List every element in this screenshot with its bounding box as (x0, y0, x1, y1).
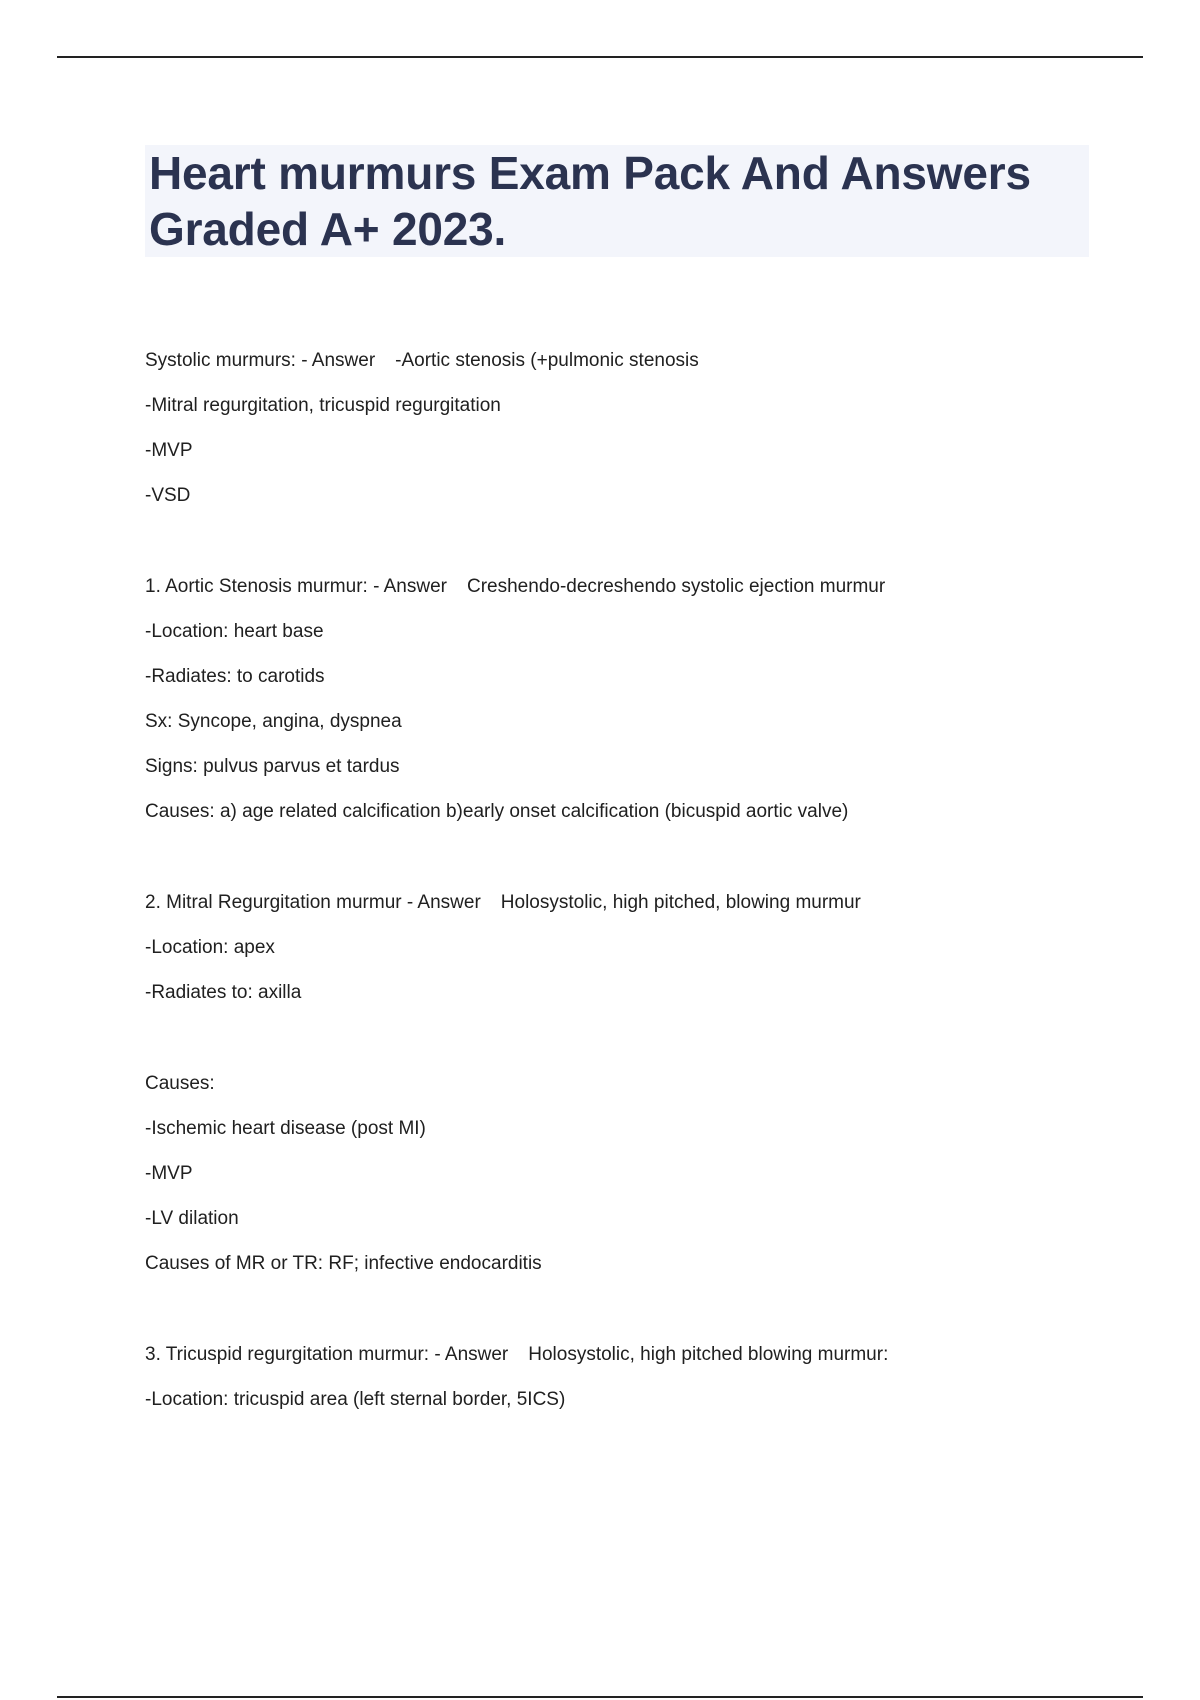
list-item: -Mitral regurgitation, tricuspid regurgitation (145, 395, 501, 416)
document-title (149, 145, 1085, 257)
section-gap (145, 1023, 1105, 1069)
question-text: Systolic murmurs: - Answer (145, 350, 376, 371)
document-body (145, 346, 1105, 1430)
qa-systolic-question-line (145, 346, 1105, 391)
list-item: Causes: a) age related calcification b)early onset calcification (bicuspid aortic valve) (145, 801, 849, 822)
header-rule (57, 56, 1143, 58)
list-item: Causes of MR or TR: RF; infective endocarditis (145, 1253, 542, 1274)
answer-text: Creshendo-decreshendo systolic ejection murmur (467, 576, 886, 597)
answer-text: Holosystolic, high pitched blowing murmur: (528, 1344, 889, 1365)
list-item: -LV dilation (145, 1208, 239, 1229)
section-gap (145, 526, 1105, 572)
qa-tricuspid-question-line (145, 1340, 1105, 1385)
question-text: 1. Aortic Stenosis murmur: - Answer (145, 576, 447, 597)
list-item: -VSD (145, 485, 191, 506)
title-block (145, 145, 1089, 257)
list-item: Sx: Syncope, angina, dyspnea (145, 711, 402, 732)
answer-text: Holosystolic, high pitched, blowing murmur (500, 892, 861, 913)
title-line-1: Heart murmurs Exam Pack And Answers (149, 147, 1031, 199)
title-line-2: Graded A+ 2023. (149, 203, 507, 255)
list-item: Causes: (145, 1073, 215, 1094)
list-item: -Ischemic heart disease (post MI) (145, 1118, 426, 1139)
list-item: -MVP (145, 1163, 193, 1184)
question-text: 3. Tricuspid regurgitation murmur: - Answer (145, 1344, 509, 1365)
list-item: -Radiates to: axilla (145, 982, 302, 1003)
section-gap (145, 842, 1105, 888)
footer-rule (57, 1696, 1143, 1698)
list-item: -Location: apex (145, 937, 275, 958)
list-item: -Location: tricuspid area (left sternal border, 5ICS) (145, 1389, 566, 1410)
list-item: Signs: pulvus parvus et tardus (145, 756, 400, 777)
list-item: -MVP (145, 440, 193, 461)
question-text: 2. Mitral Regurgitation murmur - Answer (145, 892, 481, 913)
list-item: -Radiates: to carotids (145, 666, 325, 687)
list-item: -Location: heart base (145, 621, 324, 642)
qa-aortic-question-line (145, 572, 1105, 617)
qa-mitral-question-line (145, 888, 1105, 933)
section-gap (145, 1294, 1105, 1340)
answer-text: -Aortic stenosis (+pulmonic stenosis (395, 350, 699, 371)
